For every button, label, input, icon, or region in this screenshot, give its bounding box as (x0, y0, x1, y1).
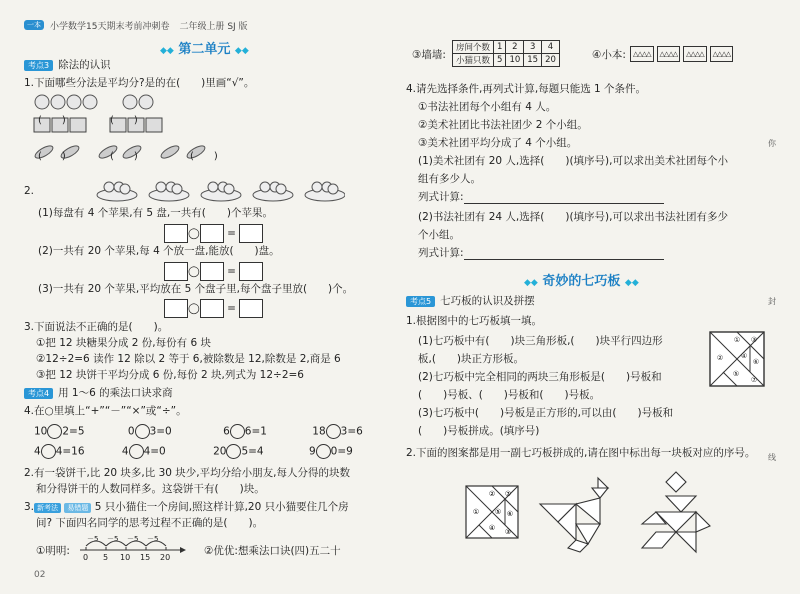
tangram-section-title: ◆◆ 奇妙的七巧板 ◆◆ (524, 274, 639, 289)
q1-stem: 1.下面哪些分法是平均分?是的在( )里画“√”。 (24, 77, 255, 89)
q2-label: 2. (24, 185, 35, 197)
apple-plates (95, 177, 345, 203)
tangram-label: ⑥ (752, 358, 760, 366)
q2-sub2: (2)一共有 20 个苹果,每 4 个放一盘,能放( )盘。 (38, 245, 280, 257)
q6-line2: 间? 下面四名同学的思考过程不正确的是( )。 (36, 517, 264, 529)
calc-line-1: 列式计算: (418, 190, 664, 204)
tangram-figure-bird (536, 474, 626, 554)
tangram-label: ③ (750, 336, 758, 344)
svg-text:①: ① (472, 508, 480, 516)
q3-option-b: ②12÷2=6 读作 12 除以 2 等于 6,被除数是 12,除数是 2,商是 6 (36, 353, 341, 365)
grade-label: 二年级上册 SJ 版 (179, 21, 248, 32)
condition-2: ②美术社团比书法社团少 2 个小组。 (418, 119, 588, 131)
t-q1-s1: (1)七巧板中有( )块三角形板,( )块平行四边形 (418, 335, 663, 347)
step-label: －5 (147, 535, 159, 543)
svg-text:⑥: ⑥ (506, 510, 514, 518)
r-q4-s2b: 个小组。 (418, 229, 460, 241)
r-q4-stem: 4.请先选择条件,再列式计算,每题只能选 1 个条件。 (406, 83, 647, 95)
q5-line1: 2.有一袋饼干,比 20 块多,比 30 块少,平均分给小朋友,每人分得的块数 (24, 467, 350, 479)
nl-10: 10 (120, 553, 131, 562)
nl-20: 20 (160, 553, 171, 562)
room-cat-table: 房间个数 1 2 3 4 小猫只数 5 10 15 20 (452, 40, 560, 67)
page-number: 02 (34, 570, 46, 580)
condition-3: ③美术社团平均分成了 4 个小组。 (418, 137, 578, 149)
diamond-icon: ◆◆ (160, 46, 174, 56)
xiaoben-label: ④小本: (592, 49, 626, 61)
svg-text:④: ④ (488, 524, 496, 532)
q3-option-a: ①把 12 块糖果分成 2 份,每份有 6 块 (36, 337, 211, 349)
q6-option-b: ②优优:想乘法口诀(四)五二十 (204, 545, 341, 557)
nl-0: 0 (83, 553, 89, 562)
nl-15: 15 (140, 553, 151, 562)
svg-text:③: ③ (504, 528, 512, 536)
q6-option-a: ①明明: (36, 545, 70, 557)
q3-stem: 3.下面说法不正确的是( )。 (24, 321, 169, 333)
q2-sub3: (3)一共有 20 个苹果,平均放在 5 个盘子里,每个盘子里放( )个。 (38, 283, 354, 295)
tangram-label: ④ (740, 352, 748, 360)
side-mark: 你 (768, 139, 776, 148)
nl-5: 5 (103, 553, 109, 562)
apples-group (35, 95, 153, 109)
q3-option-c: ③把 12 块饼干平均分成 6 份,每份 2 块,列式为 12÷2=6 (36, 369, 304, 381)
series-title: 小学数学15天期末考前冲刺卷 (50, 21, 170, 32)
svg-text:②: ② (488, 490, 496, 498)
tangram-figure-square (464, 484, 520, 540)
q6-line1: 3. 新考法 易错题 5 只小猫住一个房间,照这样计算,20 只小猫要住几个房 (24, 501, 349, 513)
t-q1-s3: (3)七巧板中( )号板是正方形的,可以由( )号板和 (418, 407, 674, 419)
q2-sub1: (1)每盘有 4 个苹果,有 5 盘,一共有( )个苹果。 (38, 207, 273, 219)
q4-row1: 10 2=5 0 3=0 6 6=1 18 3=6 (34, 425, 363, 438)
r-q4-s1a: (1)美术社团有 20 人,选择( )(填序号),可以求出美术社团每个小 (418, 155, 728, 167)
q5-line2: 和分得饼干的人数同样多。这袋饼干有( )块。 (36, 483, 265, 495)
t-q1-s1b: 板,( )块正方形板。 (418, 353, 525, 365)
t-q1-stem: 1.根据图中的七巧板填一填。 (406, 315, 543, 327)
step-label: －5 (87, 535, 99, 543)
triangle-groups: △△△△ △△△△ △△△△ △△△△ (630, 46, 736, 62)
q2-eq1: ◯ = (164, 224, 263, 243)
r-q4-s2: (2)书法社团有 24 人,选择( )(填序号),可以求出书法社团有多少 (418, 211, 728, 223)
kp5-heading: 考点5 七巧板的认识及拼摆 (406, 294, 535, 308)
calc-line-2: 列式计算: (418, 246, 664, 260)
kp4-heading: 考点4 用 1～6 的乘法口诀求商 (24, 386, 173, 400)
q2-eq3: ◯ = (164, 299, 263, 318)
r-q4-s1b: 组有多少人。 (418, 173, 481, 185)
kp-badge: 考点3 (24, 60, 53, 71)
step-label: －5 (127, 535, 139, 543)
t-q1-s2: (2)七巧板中完全相同的两块三角形板是( )号板和 (418, 371, 662, 383)
tangram-figure-person (636, 468, 716, 558)
condition-1: ①书法社团每个小组有 4 人。 (418, 101, 557, 113)
step-label: －5 (107, 535, 119, 543)
t-q2-stem: 2.下面的图案都是用一副七巧板拼成的,请在图中标出每一块板对应的序号。 (406, 447, 756, 459)
publisher-logo: 一本 (24, 20, 44, 30)
svg-text:⑤: ⑤ (494, 508, 502, 516)
worksheet-page: 一本 小学数学15天期末考前冲刺卷 二年级上册 SJ 版 ◆◆ 第二单元 ◆◆ 考点3 除法的认识 1.下面哪些分法是平均分?是的在( )里画“√”。 ( ) ( ) ( ) ( ) ( ) 2. (1)每盘有 4 个苹果,有 5 盘,一共有( )个苹果。 ◯ = (2)一共有 20 个苹果,每 4 个放一盘,能放( )盘。 ◯ = (3)一共有 20 个苹果,平均放在 5 个盘子里,每个盘子里放( )个。 ◯ = 3.下面说法不正确的是( )。 ①把 12 块糖果分成 2 份,每份有 6 块 ②12÷2=6 读作 12 除以 2 等于 6,被除数是 12,除数是 2,商是 6 ③把 12 块饼干平均分成 6 份,每份 2 块,列式为 12÷2=6 考点4 用 1～6 的乘法口诀求商 4.在○里填上“+”“－”“×”或“÷”。 10 2=5 0 3=0 6 6=1 18 3=6 4 4=16 4 4=0 20 5=4 9 0=9 2.有一袋饼干,比 20 块多,比 30 块少,平均分给小朋友,每人分得的块数 和分得饼干的人数同样多。这袋饼干有( )块。 3. 新考法 易错题 5 只小猫住一个房间,照这样计算,20 只小猫要住几个房 间? 下面四名同学的思考过程不正确的是( )。 ①明明: －5 －5 －5 －5 0 5 10 15 20 ②优优:想乘法口诀(四)五二十 02 ③墙墙: 房间个数 1 2 3 4 小猫只数 5 10 15 20 ④小本: △△△△ △△△△ △△△△ △△△△ 4.请先选择条件,再列式计算,每题只能选 1 个条件。 ①书法社团每个小组有 4 人。 ②美术社团比书法社团少 2 个小组。 ③美术社团平均分成了 4 个小组。 (1)美术社团有 20 人,选择( )(填序号),可以求出美术社团每个小 组有多少人。 列式计算: (2)书法社团有 24 人,选择( )(填序号),可以求出书法社团有多少 个小组。 列式计算: ◆◆ 奇妙的七巧板 ◆◆ 考点5 七巧板的认识及拼摆 1.根据图中的七巧板填一填。 (1)七巧板中有( )块三角形板,( )块平行四边形 板,( )块正方形板。 (2)七巧板中完全相同的两块三角形板是( )号板和 ( )号板、( )号板和( )号板。 (3)七巧板中( )号板是正方形的,可以由( )号板和 ( )号板拼成。(填序号) ① ② ③ ④ ⑤ ⑥ ⑦ 2.下面的图案都是用一副七巧板拼成的,请在图中标出每一块板对应的序号。 ② ⑦ ① ⑤ ⑥ ④ ③ 你 封 线 (0, 0, 800, 594)
svg-text:⑦: ⑦ (504, 490, 512, 498)
tangram-square (708, 330, 766, 388)
tangram-label: ⑦ (750, 376, 758, 384)
q-table-label: ③墙墙: (412, 49, 446, 61)
t-q1-s3b: ( )号板拼成。(填序号) (418, 425, 540, 437)
q4-stem: 4.在○里填上“+”“－”“×”或“÷”。 (24, 405, 187, 417)
tangram-label: ① (733, 336, 741, 344)
diamond-icon: ◆◆ (234, 46, 249, 56)
q4-row2: 4 4=16 4 4=0 20 5=4 9 0=9 (34, 445, 353, 458)
side-mark: 线 (768, 453, 776, 462)
page-header (24, 18, 248, 32)
unit-title: ◆◆ 第二单元 ◆◆ (160, 42, 249, 57)
q2-eq2: ◯ = (164, 262, 263, 281)
t-q1-s2b: ( )号板、( )号板和( )号板。 (418, 389, 601, 401)
tangram-label: ② (716, 354, 724, 362)
tangram-label: ⑤ (732, 370, 740, 378)
side-mark: 封 (768, 297, 776, 306)
kp3-heading: 考点3 除法的认识 (24, 58, 111, 72)
